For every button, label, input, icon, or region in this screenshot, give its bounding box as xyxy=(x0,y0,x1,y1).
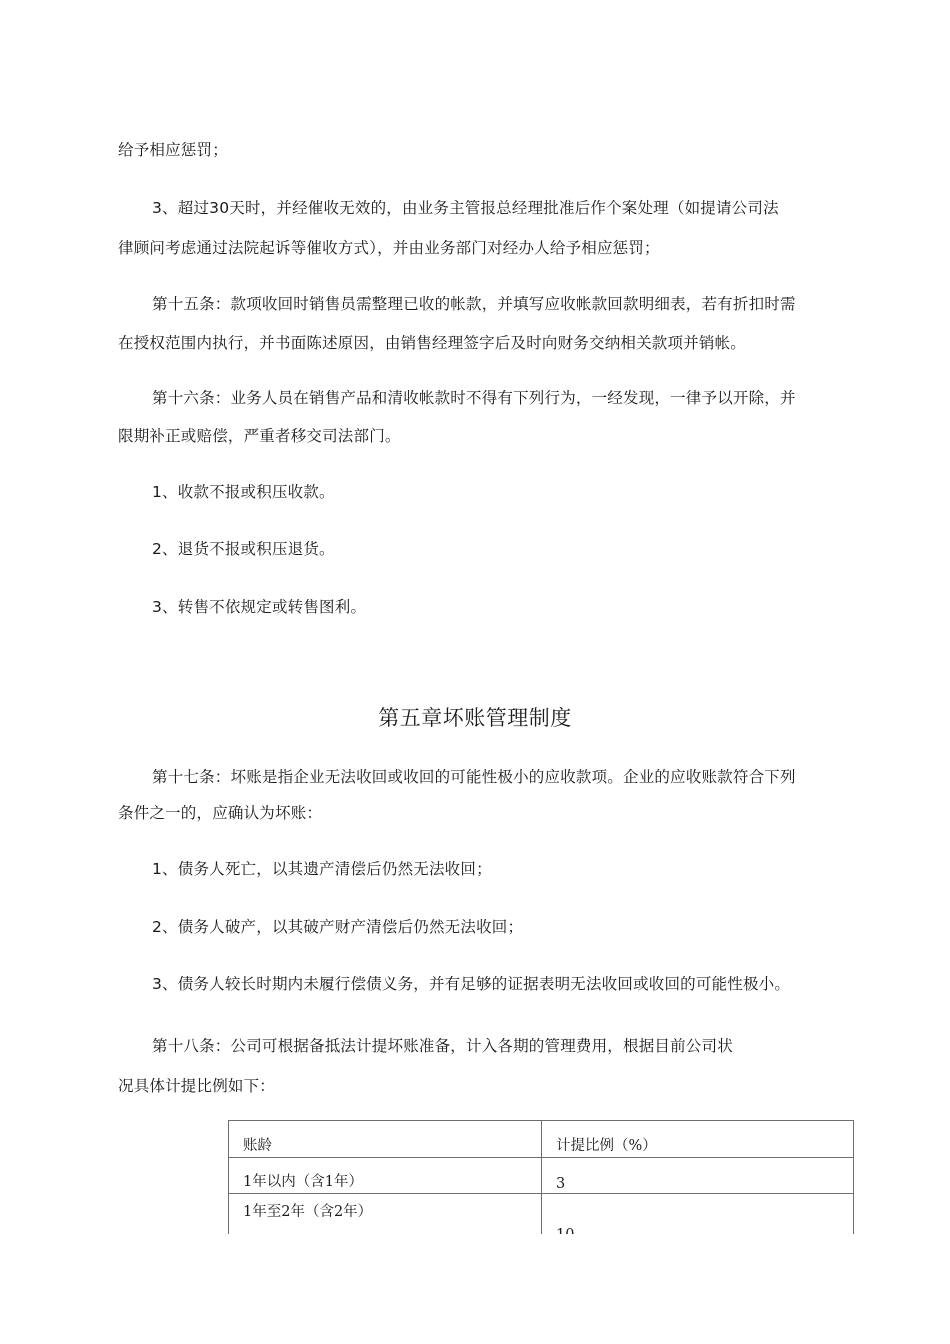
text-line: 在授权范围内执行，并书面陈述原因，由销售经理签字后及时向财务交纳相关款项并销帐。 xyxy=(118,334,747,352)
text-line: 第十七条：坏账是指企业无法收回或收回的可能性极小的应收款项。企业的应收账款符合下列 xyxy=(152,768,796,786)
text-line: 3、超过30天时，并经催收无效的，由业务主管报总经理批准后作个案处理（如提请公司法 xyxy=(152,199,779,217)
header-cell-aging: 账龄 xyxy=(229,1121,542,1158)
header-cell-ratio: 计提比例（%） xyxy=(542,1121,854,1158)
table-cell: 1年至2年（含2年） xyxy=(229,1194,542,1250)
table-cell: 3 xyxy=(542,1158,854,1194)
chapter-heading: 第五章坏账管理制度 xyxy=(378,706,572,730)
page-bottom-crop xyxy=(220,1234,870,1254)
list-item: 2、退货不报或积压退货。 xyxy=(152,540,335,558)
table-header-row xyxy=(229,1121,854,1158)
text-line: 给予相应惩罚； xyxy=(118,141,228,159)
text-line: 况具体计提比例如下： xyxy=(118,1077,276,1095)
text-line: 条件之一的，应确认为坏账： xyxy=(118,804,323,822)
text-line: 第十八条：公司可根据备抵法计提坏账准备，计入各期的管理费用，根据目前公司状 xyxy=(152,1037,733,1055)
text-line: 律顾问考虑通过法院起诉等催收方式），并由业务部门对经办人给予相应惩罚； xyxy=(118,239,660,257)
list-item: 3、转售不依规定或转售图利。 xyxy=(152,598,367,616)
text-line: 限期补正或赔偿，严重者移交司法部门。 xyxy=(118,427,401,445)
text-line: 第十六条：业务人员在销售产品和清收帐款时不得有下列行为，一经发现，一律予以开除，并 xyxy=(152,389,796,407)
provision-ratio-table xyxy=(228,1120,854,1250)
table-row xyxy=(229,1158,854,1194)
list-item: 1、收款不报或积压收款。 xyxy=(152,483,335,501)
list-item: 1、债务人死亡，以其遗产清偿后仍然无法收回； xyxy=(152,860,492,878)
table-cell: 1年以内（含1年） xyxy=(229,1158,542,1194)
list-item: 2、债务人破产，以其破产财产清偿后仍然无法收回； xyxy=(152,918,524,936)
text-line: 第十五条：款项收回时销售员需整理已收的帐款，并填写应收帐款回款明细表，若有折扣时需 xyxy=(152,295,796,313)
list-item: 3、债务人较长时期内未履行偿债义务，并有足够的证据表明无法收回或收回的可能性极小。 xyxy=(152,975,791,993)
